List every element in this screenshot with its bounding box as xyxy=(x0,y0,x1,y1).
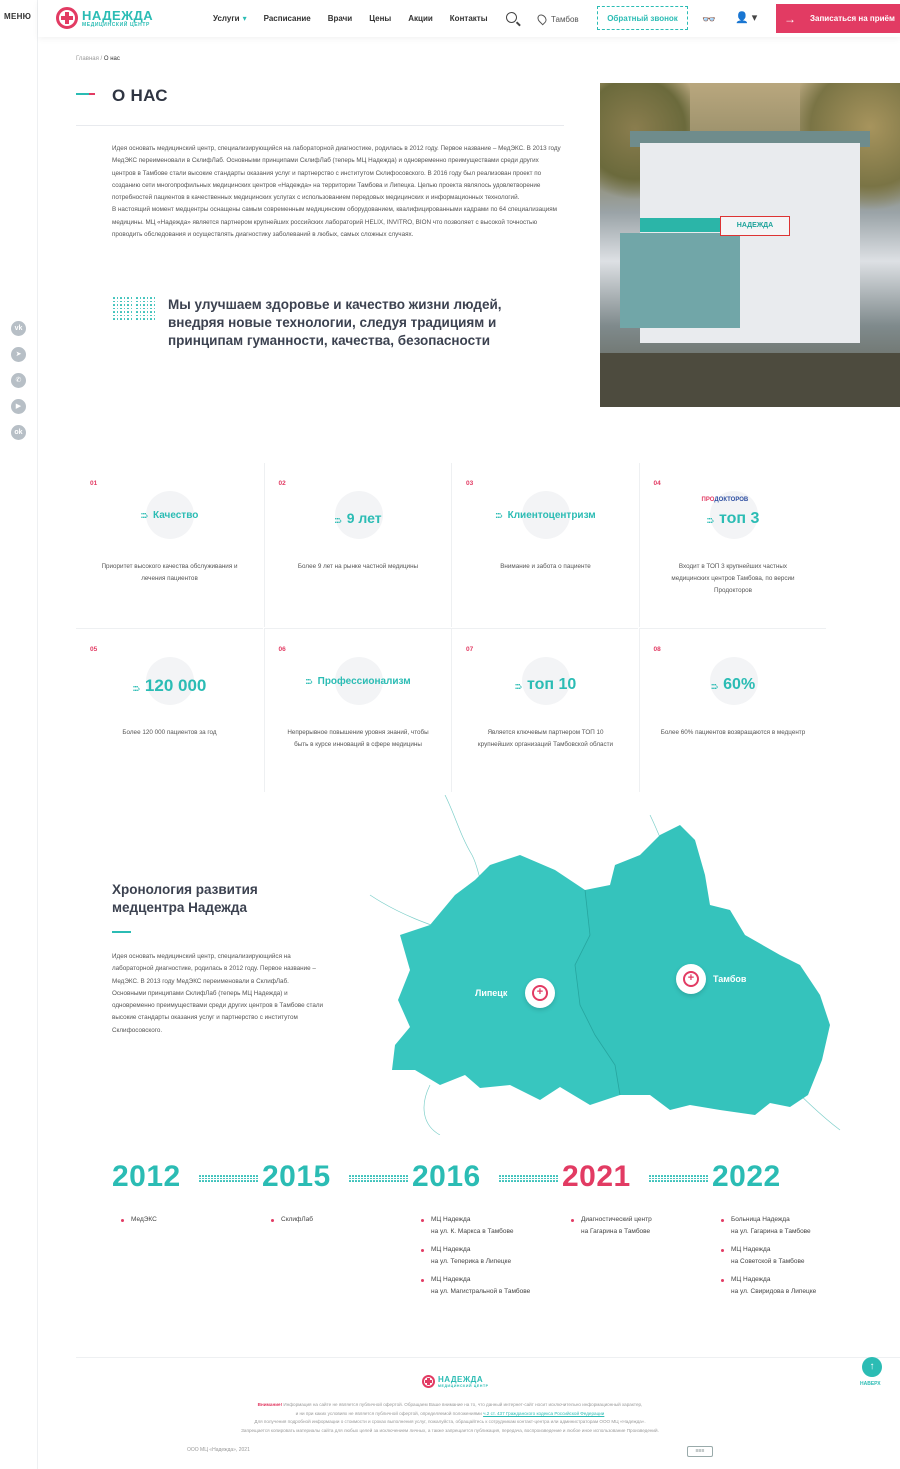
breadcrumb xyxy=(76,56,120,62)
chronology-accent-dash xyxy=(112,931,131,933)
book-appointment-button[interactable] xyxy=(776,4,900,33)
prodoctorov-logo: ПРОДОКТОРОВ xyxy=(701,497,749,503)
tambov-marker-icon[interactable] xyxy=(676,964,706,994)
vk-icon[interactable]: vk xyxy=(11,321,26,336)
feature-number: 01 xyxy=(90,480,98,487)
nav-item-prices[interactable]: Цены xyxy=(369,14,392,23)
timeline-item: Диагностический центр на Гагарина в Тамбове xyxy=(581,1214,652,1238)
nav-item-promotions[interactable]: Акции xyxy=(408,14,433,23)
city-label-tambov: Тамбов xyxy=(713,974,747,984)
left-rail xyxy=(0,0,38,1469)
footer-logo-subtitle: МЕДИЦИНСКИЙ ЦЕНТР xyxy=(438,1383,489,1388)
chronology-title: Хронология развития медцентра Надежда xyxy=(112,882,258,915)
feature-heading: ⁚⁚⁚› 60% xyxy=(710,676,756,693)
footer-disclaimer: Внимание! Информация на сайте не является публичной офертой. Обращаем Ваше внимание на то, что данный интернет-сайт носит исключительно информационный характер, и ни при каких условиях не является публичной офертой, определяемой положениями ч.2 ст. 437 Гражданского кодекса Российской Федерации Для получения подробной информации о стоимости и сроках выполнения услуг, пожалуйста, обращайтесь к сотрудникам контакт-центра или администраторам ООО МЦ «Надежда». Запрещается копировать материалы сайта для любых целей за исключением личных, а также запрещается публикация, передача, воспроизведение и любое иное использование Произведений. xyxy=(241,1402,659,1433)
civil-code-link[interactable]: ч.2 ст. 437 Гражданского кодекса Российской Федерации xyxy=(483,1410,605,1416)
title-divider xyxy=(76,125,564,126)
scroll-top-label[interactable]: НАВЕРХ xyxy=(860,1381,881,1387)
page-title: О НАС xyxy=(112,86,168,105)
dots-arrow-icon: ⁚⁚⁚› xyxy=(334,518,341,525)
timeline-item: СклифЛаб xyxy=(281,1214,313,1226)
feature-description: Внимание и забота о пациенте xyxy=(500,563,591,570)
clinic-building-photo xyxy=(600,83,900,407)
lipetsk-marker-icon[interactable] xyxy=(525,978,555,1008)
feature-number: 06 xyxy=(278,646,286,653)
arrow-right-icon: → xyxy=(784,11,796,26)
timeline-dots-icon xyxy=(499,1175,558,1182)
feature-heading: ⁚⁚⁚› топ 3 xyxy=(706,510,760,527)
feature-description: Более 60% пациентов возвращаются в медцентр xyxy=(660,729,806,736)
feature-heading: ⁚⁚⁚› Профессионализм xyxy=(305,676,411,687)
whatsapp-icon[interactable]: ✆ xyxy=(11,373,26,388)
timeline-item: Больница Надежда на ул. Гагарина в Тамбове xyxy=(731,1214,811,1238)
feature-heading: ⁚⁚⁚› Качество xyxy=(140,510,199,521)
feature-card xyxy=(76,463,263,627)
logo-subtitle: МЕДИЦИНСКИЙ ЦЕНТР xyxy=(82,21,150,28)
book-appointment-label: Записаться на приём xyxy=(810,14,895,23)
timeline-item: МЦ Надежда на ул. Свиридова в Липецке xyxy=(731,1274,816,1298)
dropdown-icon: ▾ xyxy=(242,14,247,23)
feature-description: Входит в ТОП 3 крупнейших частных медицинских центров Тамбова, по версии Продокторов xyxy=(671,563,795,594)
timeline-dots-icon xyxy=(649,1175,708,1182)
feature-number: 07 xyxy=(466,646,474,653)
breadcrumb-home[interactable]: Главная xyxy=(76,56,99,62)
timeline-dots-icon xyxy=(199,1175,258,1182)
feature-card xyxy=(76,628,263,792)
feature-heading: ⁚⁚⁚› 120 000 xyxy=(132,676,207,695)
intro-text: Идея основать медицинский центр, специализирующийся на лабораторной диагностике, родилась в 2012 году. Первое название – МедЭКС. В 2013 году МедЭКС переименовали в СклифЛаб. Основными принципами СклифЛаб (теперь МЦ Надежда) и одновременно преимуществами среди других центров в Тамбове стали высокие стандарты оказания услуг и партнерство с институтом Склифосовского. В 2016 году был реализован проект по созданию сети многопрофильных медицинских центров «Надежда» на территории Тамбова и Липецка. Целью проекта являлось удовлетворение потребностей пациентов в качественных медицинских услугах с использованием передовых медицинских и информационных технологий. В настоящий момент медцентры оснащены самым современным медицинским оборудованием, квалифицированными кадрами по 64 специализациям медицины. МЦ «Надежда» является партнером крупнейших российских лабораторий HELIX, INVITRO, BION что позволяет с высокой точностью проводить обследования и осуществлять диагностику заболеваний в любых, самых сложных случаях. xyxy=(112,145,561,239)
scroll-top-button[interactable]: ↑ xyxy=(862,1357,882,1377)
dots-arrow-icon: ⁚⁚⁚› xyxy=(706,518,713,525)
timeline-year: 2016 xyxy=(412,1160,481,1193)
nav-item-services[interactable]: Услуги ▾ xyxy=(213,14,247,23)
dots-arrow-icon: ⁚⁚⁚› xyxy=(132,686,139,693)
dots-arrow-icon: ⁚⁚⁚› xyxy=(514,684,521,691)
site-header xyxy=(38,0,900,37)
site-logo[interactable] xyxy=(56,7,153,29)
feature-heading: ⁚⁚⁚› Клиентоцентризм xyxy=(495,510,596,521)
timeline-year: 2022 xyxy=(712,1160,781,1193)
region-map xyxy=(360,795,860,1135)
clinic-sign: НАДЕЖДА xyxy=(720,216,790,236)
dots-decoration-icon xyxy=(136,297,155,320)
timeline-item: МедЭКС xyxy=(131,1214,157,1226)
logo-name: НАДЕЖДА xyxy=(82,7,154,23)
copyright: ООО МЦ «Надежда», 2021 xyxy=(187,1447,250,1453)
nav-item-doctors[interactable]: Врачи xyxy=(327,14,353,23)
feature-number: 04 xyxy=(653,480,661,487)
feature-description: Является ключевым партнером ТОП 10 крупнейших организаций Тамбовской области xyxy=(477,729,614,748)
odnoklassniki-icon[interactable]: ok xyxy=(11,425,26,440)
developer-badge-icon[interactable]: ≡≡≡ xyxy=(687,1446,713,1457)
timeline-item: МЦ Надежда на ул. Теперика в Липецке xyxy=(431,1244,511,1268)
feature-number: 03 xyxy=(466,480,474,487)
logo-cross-icon xyxy=(422,1375,435,1388)
nav-item-schedule[interactable]: Расписание xyxy=(263,14,311,23)
telegram-icon[interactable]: ➤ xyxy=(11,347,26,362)
accessibility-glasses-icon[interactable]: 👓 xyxy=(702,14,716,26)
city-name: Тамбов xyxy=(551,14,579,24)
dots-arrow-icon: ⁚⁚⁚› xyxy=(495,513,502,520)
feature-card xyxy=(451,628,638,792)
city-selector[interactable] xyxy=(538,14,579,24)
breadcrumb-current: О нас xyxy=(103,56,120,62)
timeline-item: МЦ Надежда на ул. К. Маркса в Тамбове xyxy=(431,1214,514,1238)
dots-decoration-icon xyxy=(113,297,132,320)
logo-cross-icon xyxy=(56,7,78,29)
feature-description: Непрерывное повышение уровня знаний, чтобы быть в курсе инноваций в сфере медицины xyxy=(287,729,429,748)
feature-heading: ⁚⁚⁚› 9 лет xyxy=(334,510,382,526)
timeline-item: МЦ Надежда на ул. Магистральной в Тамбове xyxy=(431,1274,530,1298)
feature-number: 08 xyxy=(653,646,661,653)
location-pin-icon xyxy=(536,13,549,26)
dots-arrow-icon: ⁚⁚⁚› xyxy=(305,679,312,686)
timeline-year: 2015 xyxy=(262,1160,331,1193)
breadcrumb-separator: / xyxy=(100,56,103,62)
callback-button[interactable]: Обратный звонок xyxy=(597,6,688,30)
feature-description: Более 120 000 пациентов за год xyxy=(122,729,217,736)
footer-logo-name: НАДЕЖДА xyxy=(438,1374,484,1384)
timeline-dots-icon xyxy=(349,1175,408,1182)
dots-arrow-icon: ⁚⁚⁚› xyxy=(140,513,147,520)
feature-card xyxy=(264,463,451,627)
main-nav xyxy=(213,14,488,23)
feature-heading: ⁚⁚⁚› топ 10 xyxy=(514,676,577,693)
feature-card xyxy=(639,628,826,792)
youtube-icon[interactable]: ▶ xyxy=(11,399,26,414)
timeline-year: 2021 xyxy=(562,1160,631,1193)
feature-card xyxy=(451,463,638,627)
chronology-text: Идея основать медицинский центр, специализирующийся на лабораторной диагностике, родилась в 2012 году. Первое название – МедЭКС. В 2013 году МедЭКС переименовали в СклифЛаб. Основными принципами СклифЛаб (теперь МЦ Надежда) и одновременно преимуществами среди других центров в Тамбове стали высокие стандарты оказания услуг и партнерство с институтом Склифосовского. xyxy=(112,953,324,1034)
disclaimer-warning: Внимание! xyxy=(257,1402,283,1407)
feature-description: Приоритет высокого качества обслуживания и лечения пациентов xyxy=(101,563,238,582)
dots-arrow-icon: ⁚⁚⁚› xyxy=(710,684,718,691)
title-accent-dash xyxy=(76,93,95,95)
user-account-icon[interactable]: 👤 ▾ xyxy=(735,12,758,24)
search-icon[interactable] xyxy=(506,12,517,23)
city-label-lipetsk: Липецк xyxy=(475,988,508,998)
footer-logo[interactable] xyxy=(422,1375,489,1388)
menu-button[interactable]: МЕНЮ xyxy=(4,12,32,21)
feature-card xyxy=(639,463,826,627)
feature-number: 05 xyxy=(90,646,98,653)
timeline-item: МЦ Надежда на Советской в Тамбове xyxy=(731,1244,805,1268)
feature-number: 02 xyxy=(278,480,286,487)
mission-statement: Мы улучшаем здоровье и качество жизни людей, внедряя новые технологии, следуя традициям и принципам гуманности, качества, безопасности xyxy=(168,297,502,348)
feature-description: Более 9 лет на рынке частной медицины xyxy=(297,563,419,570)
timeline-year: 2012 xyxy=(112,1160,181,1193)
nav-item-contacts[interactable]: Контакты xyxy=(449,14,488,23)
feature-card xyxy=(264,628,451,792)
footer-divider xyxy=(76,1357,900,1358)
